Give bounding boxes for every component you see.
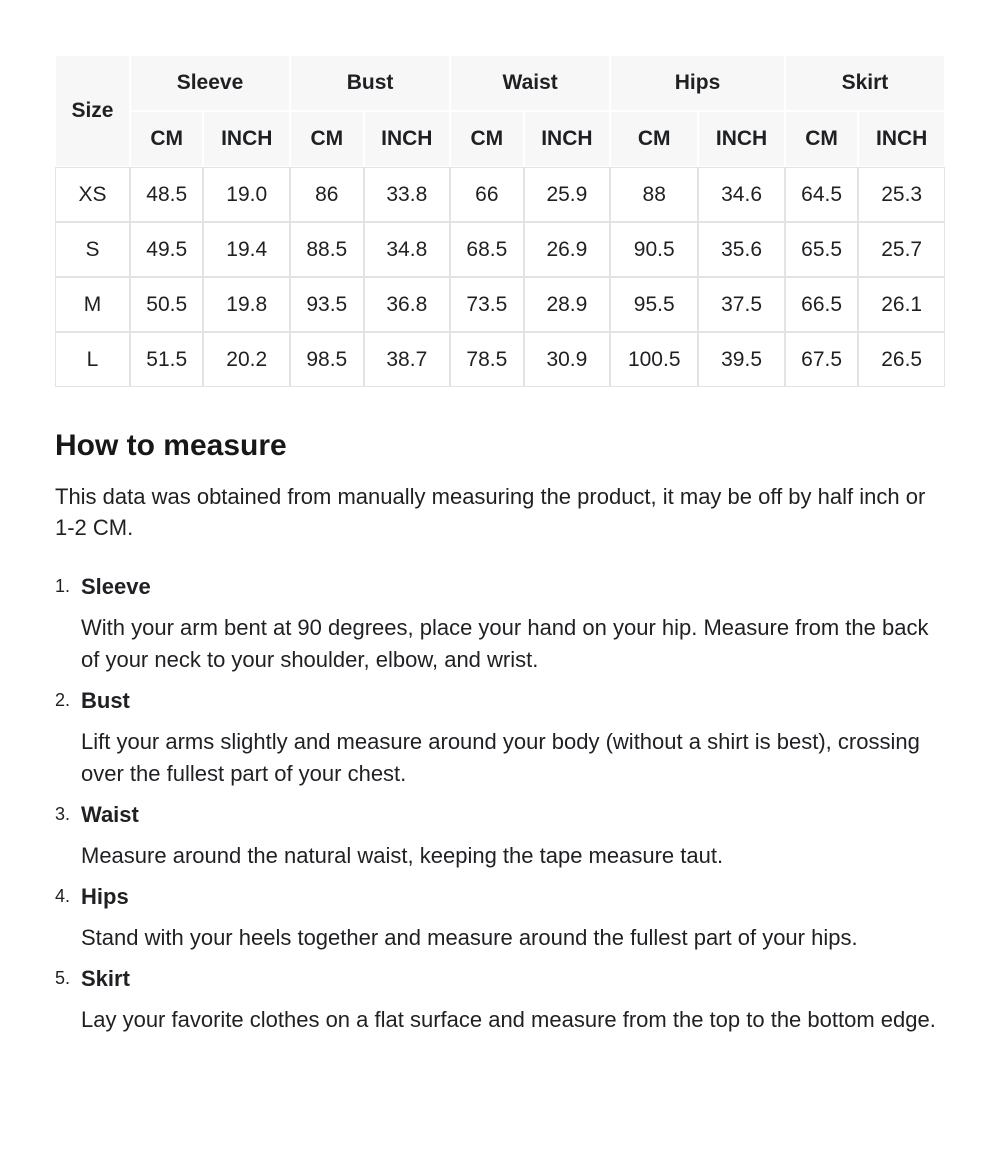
item-title: Hips: [81, 884, 129, 909]
value-cell: 86: [290, 167, 364, 222]
unit-header-bust-cm: CM: [290, 111, 364, 167]
list-item-hips: [55, 881, 945, 954]
item-description: With your arm bent at 90 degrees, place your hand on your hip. Measure from the back of your neck to your shoulder, elbow, and wrist.: [81, 615, 929, 672]
table-row-s: [55, 222, 945, 277]
value-cell: 36.8: [364, 277, 451, 332]
value-cell: 78.5: [450, 332, 524, 387]
value-cell: 37.5: [698, 277, 785, 332]
size-cell: L: [55, 332, 130, 387]
group-header-waist: Waist: [450, 55, 610, 111]
unit-header-hips-cm: CM: [610, 111, 698, 167]
unit-header-waist-cm: CM: [450, 111, 524, 167]
item-title: Sleeve: [81, 574, 151, 599]
group-header-bust: Bust: [290, 55, 450, 111]
value-cell: 50.5: [130, 277, 204, 332]
value-cell: 67.5: [785, 332, 859, 387]
value-cell: 98.5: [290, 332, 364, 387]
value-cell: 65.5: [785, 222, 859, 277]
item-number: 2.: [55, 690, 71, 710]
value-cell: 48.5: [130, 167, 204, 222]
value-cell: 73.5: [450, 277, 524, 332]
list-item-bust: [55, 685, 945, 790]
value-cell: 30.9: [524, 332, 611, 387]
measure-intro-text: This data was obtained from manually measuring the product, it may be off by half inch or 1-2 CM.: [55, 484, 926, 540]
item-title: Waist: [81, 802, 139, 827]
item-number: 4.: [55, 886, 71, 906]
item-number: 1.: [55, 576, 71, 596]
value-cell: 66.5: [785, 277, 859, 332]
value-cell: 25.3: [858, 167, 945, 222]
unit-header-waist-inch: INCH: [524, 111, 611, 167]
list-item-waist: [55, 799, 945, 872]
list-item-skirt: [55, 963, 945, 1036]
item-description: Lay your favorite clothes on a flat surface and measure from the top to the bottom edge.: [81, 1007, 936, 1032]
value-cell: 93.5: [290, 277, 364, 332]
item-number: 3.: [55, 804, 71, 824]
value-cell: 25.7: [858, 222, 945, 277]
unit-header-sleeve-cm: CM: [130, 111, 204, 167]
table-row-l: [55, 332, 945, 387]
list-item-sleeve: [55, 571, 945, 676]
value-cell: 28.9: [524, 277, 611, 332]
size-chart-body: [55, 167, 945, 387]
value-cell: 19.0: [203, 167, 290, 222]
unit-header-sleeve-inch: INCH: [203, 111, 290, 167]
size-chart-header: [55, 55, 945, 167]
value-cell: 51.5: [130, 332, 204, 387]
size-column-header: Size: [55, 55, 130, 167]
value-cell: 20.2: [203, 332, 290, 387]
table-row-m: [55, 277, 945, 332]
group-header-hips: Hips: [610, 55, 785, 111]
value-cell: 64.5: [785, 167, 859, 222]
value-cell: 19.8: [203, 277, 290, 332]
value-cell: 88.5: [290, 222, 364, 277]
value-cell: 100.5: [610, 332, 698, 387]
value-cell: 95.5: [610, 277, 698, 332]
group-header-row: [55, 55, 945, 111]
unit-header-skirt-inch: INCH: [858, 111, 945, 167]
value-cell: 49.5: [130, 222, 204, 277]
item-number: 5.: [55, 968, 71, 988]
value-cell: 34.8: [364, 222, 451, 277]
value-cell: 33.8: [364, 167, 451, 222]
value-cell: 66: [450, 167, 524, 222]
value-cell: 88: [610, 167, 698, 222]
item-description: Lift your arms slightly and measure around your body (without a shirt is best), crossing over the fullest part of your chest.: [81, 729, 920, 786]
unit-header-skirt-cm: CM: [785, 111, 859, 167]
value-cell: 39.5: [698, 332, 785, 387]
value-cell: 34.6: [698, 167, 785, 222]
value-cell: 90.5: [610, 222, 698, 277]
size-cell: S: [55, 222, 130, 277]
value-cell: 35.6: [698, 222, 785, 277]
value-cell: 26.9: [524, 222, 611, 277]
size-cell: M: [55, 277, 130, 332]
item-title: Bust: [81, 688, 130, 713]
value-cell: 25.9: [524, 167, 611, 222]
size-cell: XS: [55, 167, 130, 222]
value-cell: 26.5: [858, 332, 945, 387]
value-cell: 68.5: [450, 222, 524, 277]
item-description: Stand with your heels together and measure around the fullest part of your hips.: [81, 925, 858, 950]
size-chart-table: [55, 55, 945, 387]
value-cell: 38.7: [364, 332, 451, 387]
item-title: Skirt: [81, 966, 130, 991]
item-description: Measure around the natural waist, keeping the tape measure taut.: [81, 843, 724, 868]
table-row-xs: [55, 167, 945, 222]
unit-header-hips-inch: INCH: [698, 111, 785, 167]
value-cell: 19.4: [203, 222, 290, 277]
unit-header-bust-inch: INCH: [364, 111, 451, 167]
how-to-measure-heading: How to measure: [55, 429, 287, 462]
group-header-skirt: Skirt: [785, 55, 945, 111]
unit-header-row: [55, 111, 945, 167]
measure-instructions-list: [55, 571, 945, 1036]
group-header-sleeve: Sleeve: [130, 55, 290, 111]
value-cell: 26.1: [858, 277, 945, 332]
